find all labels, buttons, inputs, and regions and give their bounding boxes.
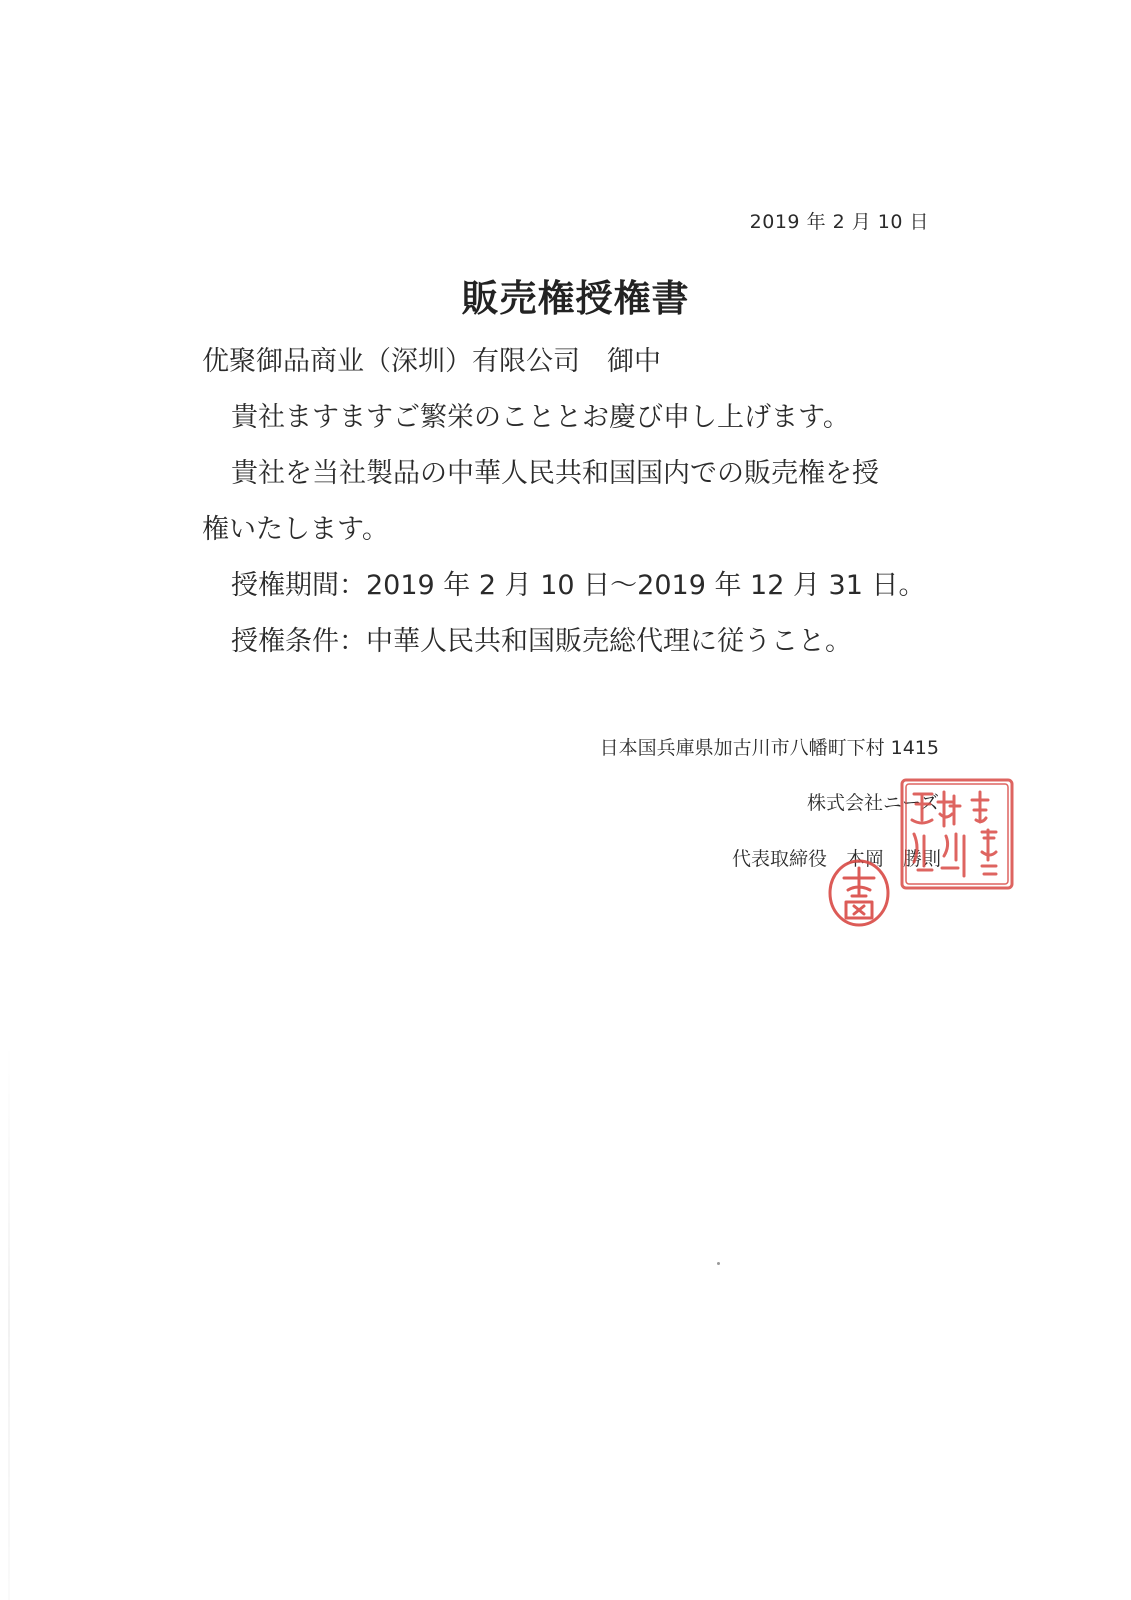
scan-speck [717,1262,720,1265]
personal-seal-stamp [826,858,892,928]
company-address: 日本国兵庫県加古川市八幡町下村 1415 [599,737,939,759]
authorization-period: 授権期間：2019 年 2 月 10 日～2019 年 12 月 31 日。 [231,570,926,601]
document-date: 2019 年 2 月 10 日 [749,211,929,233]
company-name: 株式会社ニーズ [806,792,939,814]
scan-edge-shadow [8,1040,10,1600]
representative-name: 代表取締役 本岡 勝則 [731,848,941,870]
document-title: 販売権授権書 [461,277,690,320]
company-seal-stamp [898,776,1016,892]
document-body [202,334,942,670]
authorization-line-1: 貴社を当社製品の中華人民共和国国内での販売権を授 [231,458,879,489]
addressee: 优聚御品商业（深圳）有限公司 御中 [202,346,661,377]
greeting: 貴社ますますご繁栄のこととお慶び申し上げます。 [231,402,850,433]
authorization-line-2: 権いたします。 [202,514,389,545]
authorization-conditions: 授権条件：中華人民共和国販売総代理に従うこと。 [231,626,852,657]
